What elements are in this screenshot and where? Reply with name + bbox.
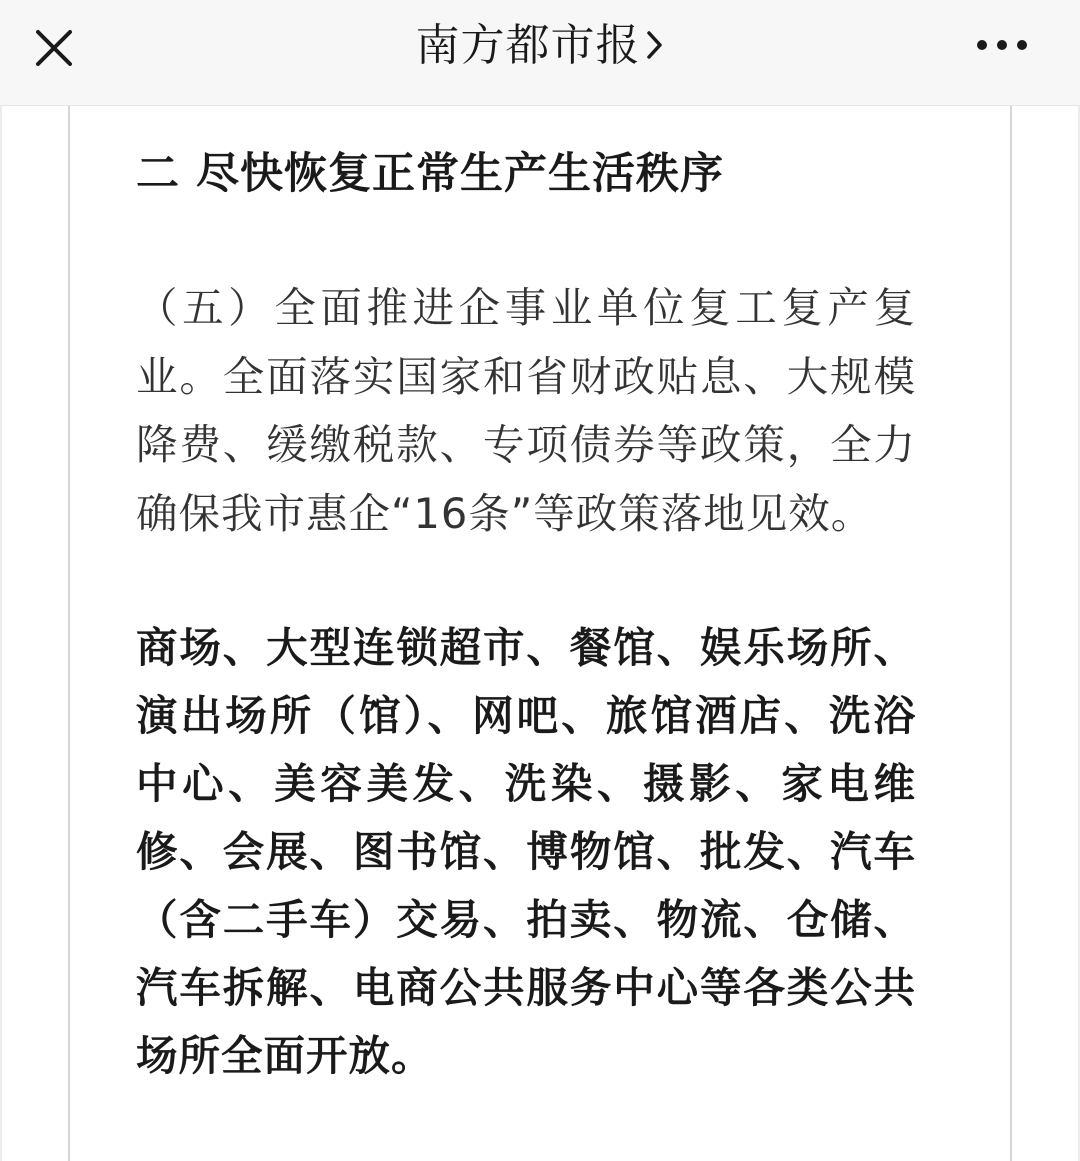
article-body bbox=[68, 106, 1012, 1161]
account-title-link[interactable] bbox=[0, 18, 1080, 76]
account-name: 南方都市报 bbox=[415, 20, 641, 71]
more-options-button[interactable] bbox=[974, 30, 1030, 60]
more-dots-icon bbox=[974, 30, 1030, 60]
top-navigation-bar bbox=[0, 0, 1080, 106]
article-content bbox=[136, 144, 916, 1090]
section-heading: 二 尽快恢复正常生产生活秩序 bbox=[136, 149, 724, 199]
chevron-right-icon bbox=[645, 20, 665, 76]
article-paragraph-bold: 商场、大型连锁超市、餐馆、娱乐场所、演出场所（馆）、网吧、旅馆酒店、洗浴中心、美容美发、洗染、摄影、家电维修、会展、图书馆、博物馆、批发、汽车（含二手车）交易、拍卖、物流、仓储、汽车拆解、电商公共服务中心等各类公共场所全面开放。 bbox=[136, 623, 916, 1081]
page-edge-left bbox=[0, 106, 2, 1161]
article-paragraph: （五）全面推进企事业单位复工复产复业。全面落实国家和省财政贴息、大规模降费、缓缴税款、专项债券等政策，全力确保我市惠企“16条”等政策落地见效。 bbox=[136, 283, 916, 538]
